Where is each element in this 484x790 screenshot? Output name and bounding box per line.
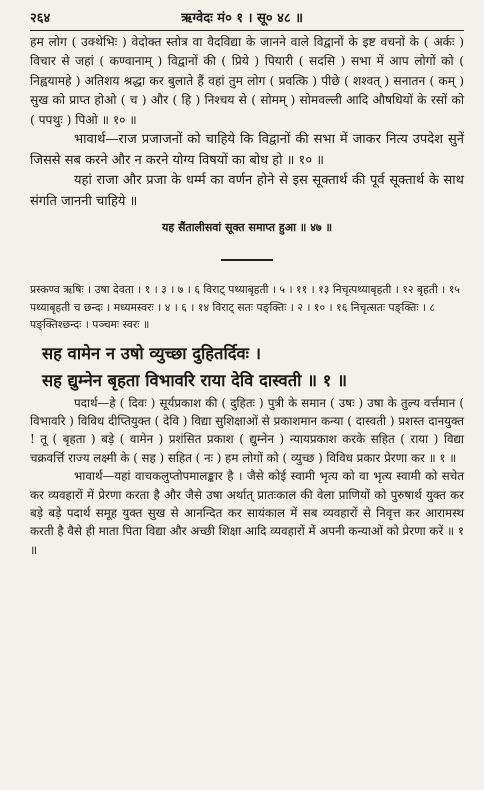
bhavarth-paragraph-2: भावार्थ—यहां वाचकलुप्तोपमालङ्कार है । जैसे कोई स्वामी भृत्य को वा भृत्य स्वामी को सचेत कर व्यवहारों में प्रेरणा करता है और जैसे उषा अर्थात् प्रातःकाल की वेला प्राणियों को पुरुषार्थ युक्त कर बड़े बड़े पदार्थ समूह युक्त सुख से आनन्दित कर सायंकाल में सब व्यवहारों से निवृत्त कर आरामस्थ करती है वैसे ही माता पिता विद्या और अच्छी शिक्षा आदि व्यवहारों में अपनी कन्याओं को प्रेरणा करें ॥ १ ॥ [30, 469, 464, 557]
page-header [30, 8, 464, 26]
section-divider [221, 259, 273, 261]
mantra-line-1: सह वामेन न उषो व्युच्छा दुहितर्दिवः । [42, 343, 261, 363]
sukta-note: यहां राजा और प्रजा के धर्म्म का वर्णन होने से इस सूक्तार्थ की पूर्व सूक्तार्थ के साथ संगति जाननी चाहिये ॥ [30, 173, 464, 209]
rishi-devata-metadata: प्रस्कण्व ऋषिः । उषा देवता । १ । ३ । ७ । ६ विराट् पथ्याबृहती । ५ । ११ । १३ निचृत्पथ्याबृहती । १२ बृहती । १५ पथ्याबृहती च छन्दः । मध्यमस्वरः । ४ । ६ । १४ विराट् सतः पङ्क्तिः । २ । १० । १६ निचृत्सतः पङ्क्तिः । ८ पङ्क्तिश्छन्दः । पञ्चमः स्वरः ॥ [30, 283, 460, 332]
sukta-closing-line: यह सैंतालीसवां सूक्त समाप्त हुआ ॥ ४७ ॥ [161, 221, 333, 235]
running-title: ऋग्वेदः मं० १ । सू० ४८ ॥ [181, 11, 303, 26]
mantra-line-2: सह द्युम्नेन बृहता विभावरि राया देवि दास्वती ॥ १ ॥ [42, 370, 347, 390]
top-paragraph: हम लोग ( उक्थेभिः ) वेदोक्त स्तोत्र वा वैदविद्या के जानने वाले विद्वानों के इष्ट वचनों के ( अर्कः ) विचार से जहां ( कण्वानाम् ) विद्वानों की ( प्रिये ) पियारी ( सदसि ) सभा में आप लोगों को ( निह्वयामहे ) अतिशय श्रद्धा कर बुलाते हैं वहां तुम लोग ( प्रवत्कि ) पीछे ( शश्वत् ) सनातन ( कम् ) सुख को प्राप्त होओ ( च ) और ( हि ) निश्चय से ( सोमम् ) सोमवल्ली आदि औषधियों के रसों को ( पपथुः ) पिओ ॥ १० ॥ [30, 35, 464, 127]
header-rule [30, 30, 464, 31]
page-number: २६४ [30, 11, 51, 26]
padarth-paragraph: पदार्थ—हे ( दिवः ) सूर्यप्रकाश की ( दुहितः ) पुत्री के समान ( उषः ) उषा के तुल्य वर्त्तमान ( विभावरि ) विविध दीप्तियुक्त ( देवि ) विद्या सुशिक्षाओं से प्रकाशमान कन्या ( दास्वती ) प्रशस्त दानयुक्त ! तू ( बृहता ) बड़े ( वामेन ) प्रशंसित प्रकाश ( द्युम्नेन ) न्यायप्रकाश करके सहित ( राया ) विद्या चक्रवर्त्ति राज्य लक्ष्मी के ( सह ) सहित ( नः ) हम लोगों को ( व्युच्छ ) विविध प्रकार प्रेरणा कर ॥ १ ॥ [30, 395, 464, 465]
bhavarth-paragraph-1: भावार्थ—राज प्रजाजनों को चाहिये कि विद्वानों की सभा में जाकर नित्य उपदेश सुनें जिससे सब करने और न करने योग्य विषयों का बोध हो ॥ १० ॥ [30, 132, 464, 168]
